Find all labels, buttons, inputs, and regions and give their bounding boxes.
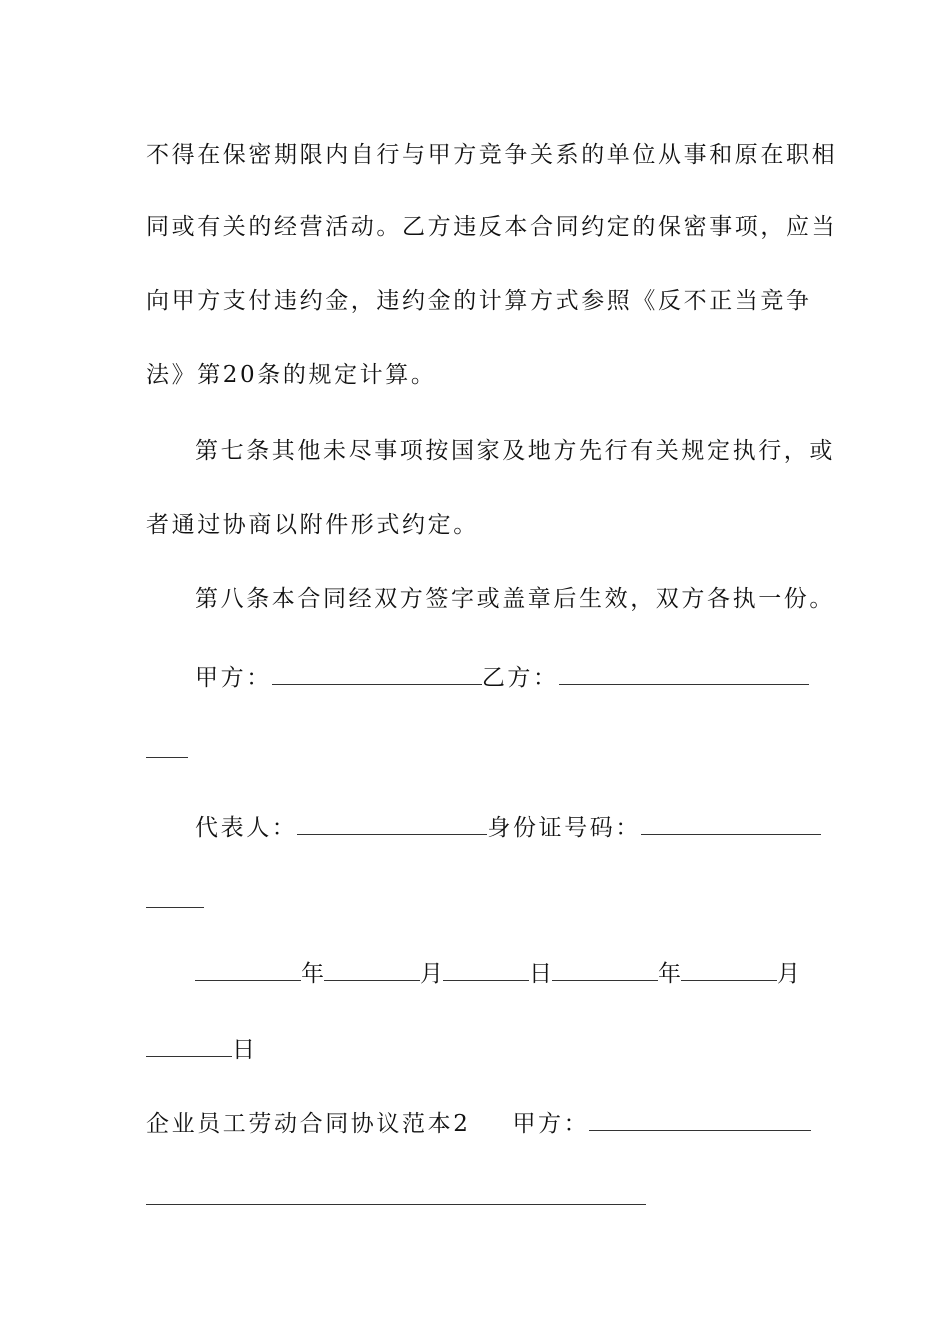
id-number-blank-continued[interactable] [146,907,204,908]
month-label: 月 [420,961,443,987]
party-b-blank-continued[interactable] [146,757,188,758]
year-blank-b[interactable] [552,958,658,981]
month-blank-b[interactable] [681,958,777,981]
party-signature-line [195,662,807,693]
id-number-label: 身份证号码： [487,815,642,841]
body-line: 同或有关的经营活动。乙方违反本合同约定的保密事项，应当 [146,214,838,240]
month-label: 月 [777,961,800,987]
month-blank-a[interactable] [324,958,420,981]
id-number-blank[interactable] [641,812,821,835]
day-label: 日 [232,1037,255,1063]
day-label: 日 [529,961,552,987]
body-line: 法》第20条的规定计算。 [146,362,437,388]
representative-line [195,812,807,843]
date-line-continued [146,1034,806,1065]
year-label: 年 [658,961,681,987]
day-blank-b[interactable] [146,1034,232,1057]
representative-blank[interactable] [297,812,487,835]
day-blank-a[interactable] [443,958,529,981]
year-blank-a[interactable] [195,958,301,981]
document-title: 企业员工劳动合同协议范本2 [146,1111,471,1137]
next-party-a-label: 甲方： [512,1111,590,1137]
representative-label: 代表人： [195,815,298,841]
party-b-label: 乙方： [481,665,559,691]
party-b-blank[interactable] [559,662,809,685]
date-line [195,958,807,989]
article-7-line: 第七条其他未尽事项按国家及地方先行有关规定执行，或 [195,438,835,464]
next-document-line [146,1108,806,1139]
body-line: 不得在保密期限内自行与甲方竞争关系的单位从事和原在职相 [146,142,838,168]
article-7-line: 者通过协商以附件形式约定。 [146,512,479,538]
next-party-a-blank[interactable] [589,1108,811,1131]
party-a-blank[interactable] [272,662,482,685]
body-line: 向甲方支付违约金，违约金的计算方式参照《反不正当竞争 [146,288,812,314]
year-label: 年 [301,961,324,987]
article-8-line: 第八条本合同经双方签字或盖章后生效，双方各执一份。 [195,586,835,612]
next-party-a-blank-continued[interactable] [146,1204,646,1205]
party-a-label: 甲方： [195,665,272,691]
